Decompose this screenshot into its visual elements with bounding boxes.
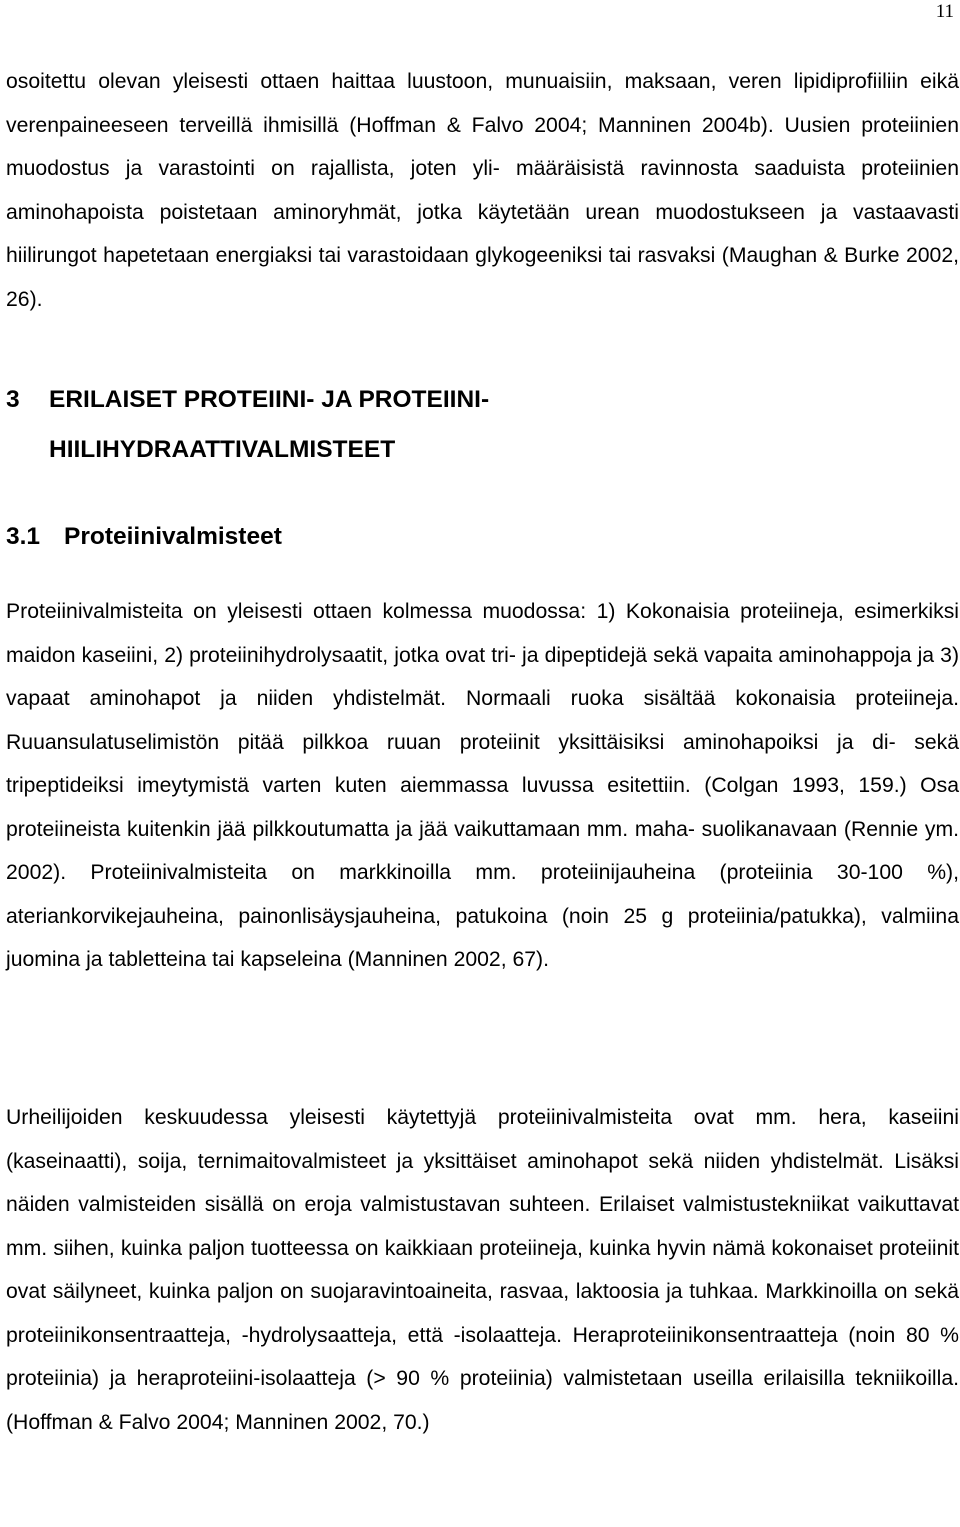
intro-paragraph: osoitettu olevan yleisesti ottaen haittaa luustoon, munuaisiin, maksaan, veren lipidiprofiiliin eikä verenpaineeseen terveillä ihmisillä (Hoffman & Falvo 2004; Manninen 2004b). Uusien proteiinien muodostus ja varastointi on rajallista, joten yli- määräisistä ravinnosta saaduista proteiinien aminohapoista poistetaan aminoryhmät, jotka käytetään urean muodostukseen ja vastaavasti hiilirungot hapetetaan energiaksi tai varastoidaan glykogeeniksi tai rasvaksi (Maughan & Burke 2002, 26).	[6, 70, 959, 311]
section-title: Proteiinivalmisteet	[64, 523, 282, 550]
chapter-title-line1: ERILAISET PROTEIINI- JA PROTEIINI-	[49, 386, 490, 413]
chapter-number: 3	[6, 386, 20, 413]
body-paragraph-2-block	[6, 1096, 959, 1444]
body-paragraph-2: Urheilijoiden keskuudessa yleisesti käytettyjä proteiinivalmisteita ovat mm. hera, kaseiini (kaseinaatti), soija, ternimaitovalmisteet ja yksittäiset aminohapot sekä niiden yhdistelmät. Lisäksi näiden valmisteiden sisällä on eroja valmistustavan suhteen. Erilaiset valmistustekniikat vaikuttavat mm. siihen, kuinka paljon tuotteessa on kaikkiaan proteiineja, kuinka hyvin nämä kokonaiset proteiinit ovat säilyneet, kuinka paljon on suojaravintoaineita, rasvaa, laktoosia ja tuhkaa. Markkinoilla on sekä proteiinikonsentraatteja, -hydrolysaatteja, että -isolaatteja. Heraproteiinikonsentraatteja (noin 80 % proteiinia) ja heraproteiini-isolaatteja (> 90 % proteiinia) valmistetaan useilla erilaisilla tekniikoilla. (Hoffman & Falvo 2004; Manninen 2002, 70.)	[6, 1106, 959, 1434]
chapter-heading	[6, 375, 489, 475]
page-number: 11	[935, 1, 954, 22]
body-paragraph-1: Proteiinivalmisteita on yleisesti ottaen kolmessa muodossa: 1) Kokonaisia proteiineja, esimerkiksi maidon kaseiini, 2) proteiinihydrolysaatit, jotka ovat tri- ja dipeptidejä sekä vapaita aminohappoja ja 3) vapaat aminohapot ja niiden yhdistelmät. Normaali ruoka sisältää kokonaisia proteiineja. Ruuansulatuselimistön pitää pilkkoa ruuan proteiinit yksittäisiksi aminohapoiksi ja di- sekä tripeptideiksi imeytymistä varten kuten aiemmassa luvussa esitettiin. (Colgan 1993, 159.) Osa proteiineista kuitenkin jää pilkkoutumatta ja jää vaikuttamaan mm. maha- suolikanavaan (Rennie ym. 2002). Proteiinivalmisteita on markkinoilla mm. proteiinijauheina (proteiinia 30-100 %), ateriankorvikejauheina, painonlisäysjauheina, patukoina (noin 25 g proteiinia/patukka), valmiina juomina ja tabletteina tai kapseleina (Manninen 2002, 67).	[6, 600, 959, 971]
chapter-title-line2: HIILIHYDRAATTIVALMISTEET	[49, 436, 396, 463]
body-paragraph-1-block	[6, 590, 959, 982]
section-heading	[6, 515, 282, 559]
intro-paragraph-block	[6, 60, 959, 321]
section-number: 3.1	[6, 523, 41, 550]
